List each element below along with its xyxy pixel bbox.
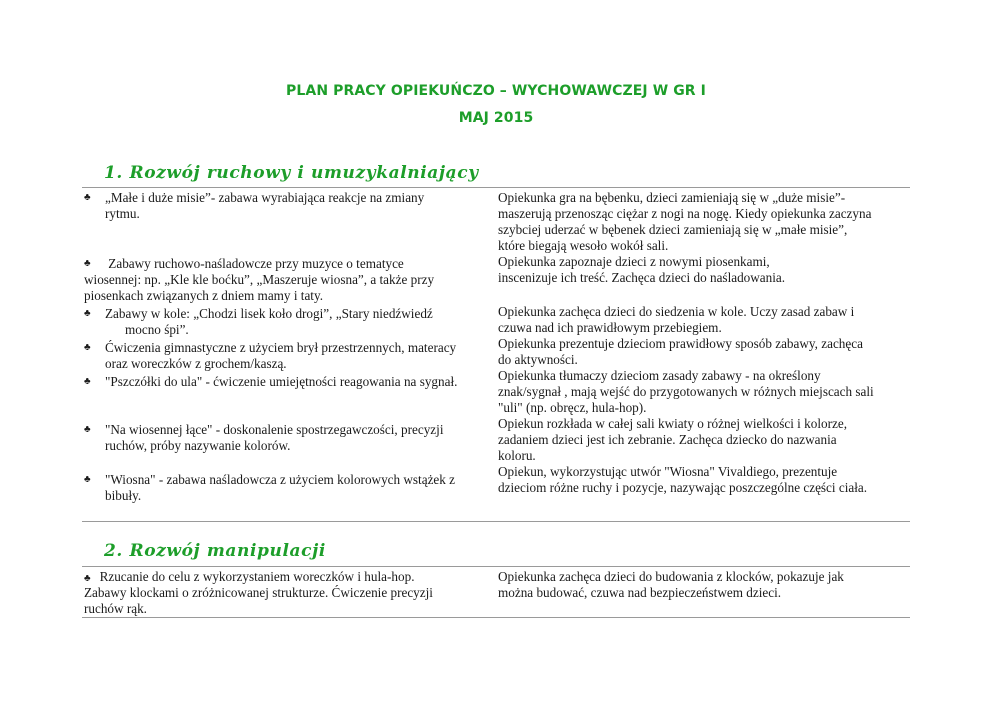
description-line: Opiekunka tłumaczy dzieciom zasady zabawy - na określony — [498, 368, 821, 383]
list-item — [84, 422, 444, 454]
description-line: dzieciom różne ruchy i pozycje, nazywając poszczególne części ciała. — [498, 480, 868, 495]
item-line: bibuły. — [105, 488, 142, 503]
description-line: zadaniem dzieci jest ich zebranie. Zachęca dziecko do nazwania — [498, 432, 837, 447]
section-1-bottom-rule — [82, 521, 910, 522]
item-line: rytmu. — [105, 206, 140, 221]
club-bullet-icon: ♣ — [84, 258, 91, 269]
section-1-top-rule — [82, 187, 910, 188]
section-1-left-column — [84, 190, 484, 520]
description-line: Opiekun, wykorzystując utwór "Wiosna" Vivaldiego, prezentuje — [498, 464, 838, 479]
item-line: "Na wiosennej łące" - doskonalenie spostrzegawczości, precyzji — [105, 422, 444, 437]
section-2-right-column — [498, 569, 918, 619]
item-line: ruchów, próby nazywanie kolorów. — [105, 438, 291, 453]
section-1-heading: 1. Rozwój ruchowy i umuzykalniający — [104, 163, 479, 183]
club-bullet-icon: ♣ — [84, 308, 91, 319]
list-item — [84, 306, 433, 338]
club-bullet-icon: ♣ — [84, 376, 91, 387]
description-line: szybciej uderzać w bębenek dzieci zamieniają się w „małe misie”, — [498, 222, 848, 237]
description-line: znak/sygnał , mają wejść do przygotowanych w różnych miejscach sali — [498, 384, 874, 399]
description-line: inscenizuje ich treść. Zachęca dzieci do naśladowania. — [498, 270, 786, 285]
item-line: wiosennej: np. „Kle kle boćku”, „Maszeruje wiosna”, a także przy — [84, 272, 435, 287]
item-line: „Małe i duże misie”- zabawa wyrabiająca reakcje na zmiany — [105, 190, 425, 205]
description-line: maszerują przenosząc ciężar z nogi na nogę. Kiedy opiekunka zaczyna — [498, 206, 872, 221]
club-bullet-icon: ♣ — [84, 192, 91, 203]
list-item — [84, 472, 455, 504]
description-line: Opiekunka zachęca dzieci do siedzenia w kole. Uczy zasad zabaw i — [498, 304, 855, 319]
description-line: "uli" (np. obręcz, hula-hop). — [498, 400, 647, 415]
item-line-text: Rzucanie do celu z wykorzystaniem woreczków i hula-hop. — [99, 569, 415, 584]
page-subtitle: MAJ 2015 — [458, 110, 534, 126]
description-line: można budować, czuwa nad bezpieczeństwem dzieci. — [498, 585, 782, 600]
item-line: ruchów rąk. — [84, 601, 147, 616]
list-item-continuation — [84, 272, 435, 304]
list-item — [84, 374, 457, 390]
item-line: oraz woreczków z grochem/kaszą. — [105, 356, 287, 371]
description-line: Opiekunka prezentuje dzieciom prawidłowy sposób zabawy, zachęca — [498, 336, 863, 351]
item-line: Zabawy klockami o zróżnicowanej strukturze. Ćwiczenie precyzji — [84, 585, 433, 600]
description-line: czuwa nad ich prawidłowym przebiegiem. — [498, 320, 722, 335]
description-line: Opiekun rozkłada w całej sali kwiaty o różnej wielkości i kolorze, — [498, 416, 847, 431]
item-line: Ćwiczenia gimnastyczne z użyciem brył przestrzennych, materacy — [105, 340, 457, 355]
description-line: do aktywności. — [498, 352, 578, 367]
description-line: które biegają wesoło wokół sali. — [498, 238, 669, 253]
item-line: "Pszczółki do ula" - ćwiczenie umiejętności reagowania na sygnał. — [105, 374, 458, 389]
page-title: PLAN PRACY OPIEKUŃCZO – WYCHOWAWCZEJ W GR I — [286, 83, 706, 99]
club-bullet-icon: ♣ — [84, 342, 91, 353]
list-item — [84, 340, 456, 372]
club-bullet-icon: ♣ — [84, 424, 91, 435]
description-line: Opiekunka zachęca dzieci do budowania z klocków, pokazuje jak — [498, 569, 844, 584]
description-line: Opiekunka gra na bębenku, dzieci zamieniają się w „duże misie”- — [498, 190, 846, 205]
item-line: "Wiosna" - zabawa naśladowcza z użyciem kolorowych wstążek z — [105, 472, 456, 487]
description-line: koloru. — [498, 448, 536, 463]
section-2-top-rule — [82, 566, 910, 567]
item-line: mocno śpi”. — [125, 322, 189, 337]
item-line: piosenkach związanych z dniem mamy i taty. — [84, 288, 323, 303]
item-line: Zabawy ruchowo-naśladowcze przy muzyce o tematyce — [105, 256, 404, 271]
list-item — [84, 190, 424, 222]
section-1-right-column — [498, 190, 918, 520]
item-line: Zabawy w kole: „Chodzi lisek koło drogi”, „Stary niedźwiedź — [105, 306, 433, 321]
section-2-heading: 2. Rozwój manipulacji — [104, 541, 326, 561]
list-item — [84, 256, 404, 272]
club-bullet-icon: ♣ — [84, 573, 91, 584]
club-bullet-icon: ♣ — [84, 474, 91, 485]
section-2-bottom-rule — [82, 617, 910, 618]
section-2-left-column — [84, 569, 484, 619]
description-line: Opiekunka zapoznaje dzieci z nowymi piosenkami, — [498, 254, 770, 269]
